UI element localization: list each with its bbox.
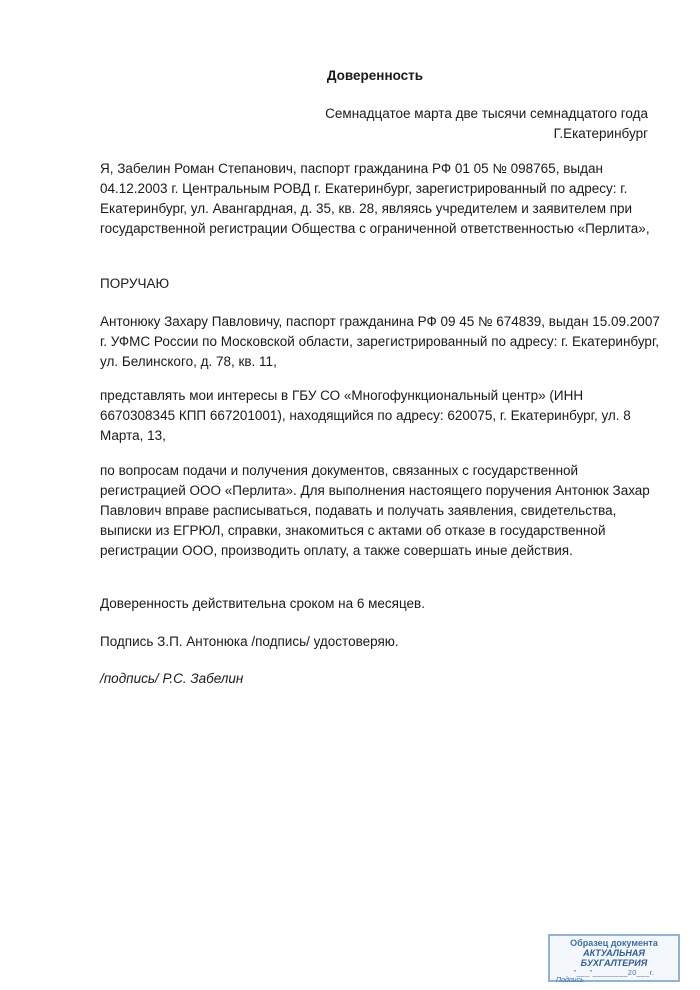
stamp-brand: АКТУАЛЬНАЯ БУХГАЛТЕРИЯ <box>580 948 648 968</box>
instruct-heading: ПОРУЧАЮ <box>100 276 170 291</box>
city-text: Г.Екатеринбург <box>553 126 648 141</box>
validity-text: Доверенность действительна сроком на 6 месяцев. <box>100 596 425 611</box>
attorney-paragraph: Антонюку Захару Павловичу, паспорт гражданина РФ 09 45 № 674839, выдан 15.09.2007 г. УФМС России по Московской области, зарегистрированный по адресу: г. Екатеринбург, ул. Белинского, д. 78, кв. 11, <box>100 314 660 369</box>
grantor-paragraph: Я, Забелин Роман Степанович, паспорт гражданина РФ 01 05 № 098765, выдан 04.12.2003 г. Центральным РОВД г. Екатеринбург, зарегистрированный по адресу: г. Екатеринбург, ул. Авангардная, д. 35, кв. 28, являясь учредителем и заявителем при государственной регистрации Общества с ограниченной ответственностью «Перлита», <box>100 161 650 236</box>
stamp-signature-field: Подпись <box>556 977 584 984</box>
sample-stamp <box>548 934 680 982</box>
date-block <box>325 104 648 144</box>
powers-paragraph: по вопросам подачи и получения документов, связанных с государственной регистрацией ООО «Перлита». Для выполнения настоящего поручения Антонюк Захар Павлович вправе расписываться, подавать и получать заявления, свидетельства, выписки из ЕГРЮЛ, справки, знакомиться с актами об отказе в государственной регистрации ООО, производить оплату, а также совершать иные действия. <box>100 463 650 558</box>
representation-paragraph: представлять мои интересы в ГБУ СО «Многофункциональный центр» (ИНН 6670308345 КПП 667201001), находящийся по адресу: 620075, г. Екатеринбург, ул. 8 Марта, 13, <box>100 388 631 443</box>
stamp-date-field: "___"________20___г. <box>573 970 655 977</box>
stamp-caption: Образец документа <box>570 938 658 948</box>
signature-text: /подпись/ Р.С. Забелин <box>100 671 244 686</box>
date-text: Семнадцатое марта две тысячи семнадцатого года <box>325 106 648 121</box>
certification-text: Подпись З.П. Антонюка /подпись/ удостоверяю. <box>100 634 399 649</box>
document-title: Доверенность <box>326 68 424 83</box>
